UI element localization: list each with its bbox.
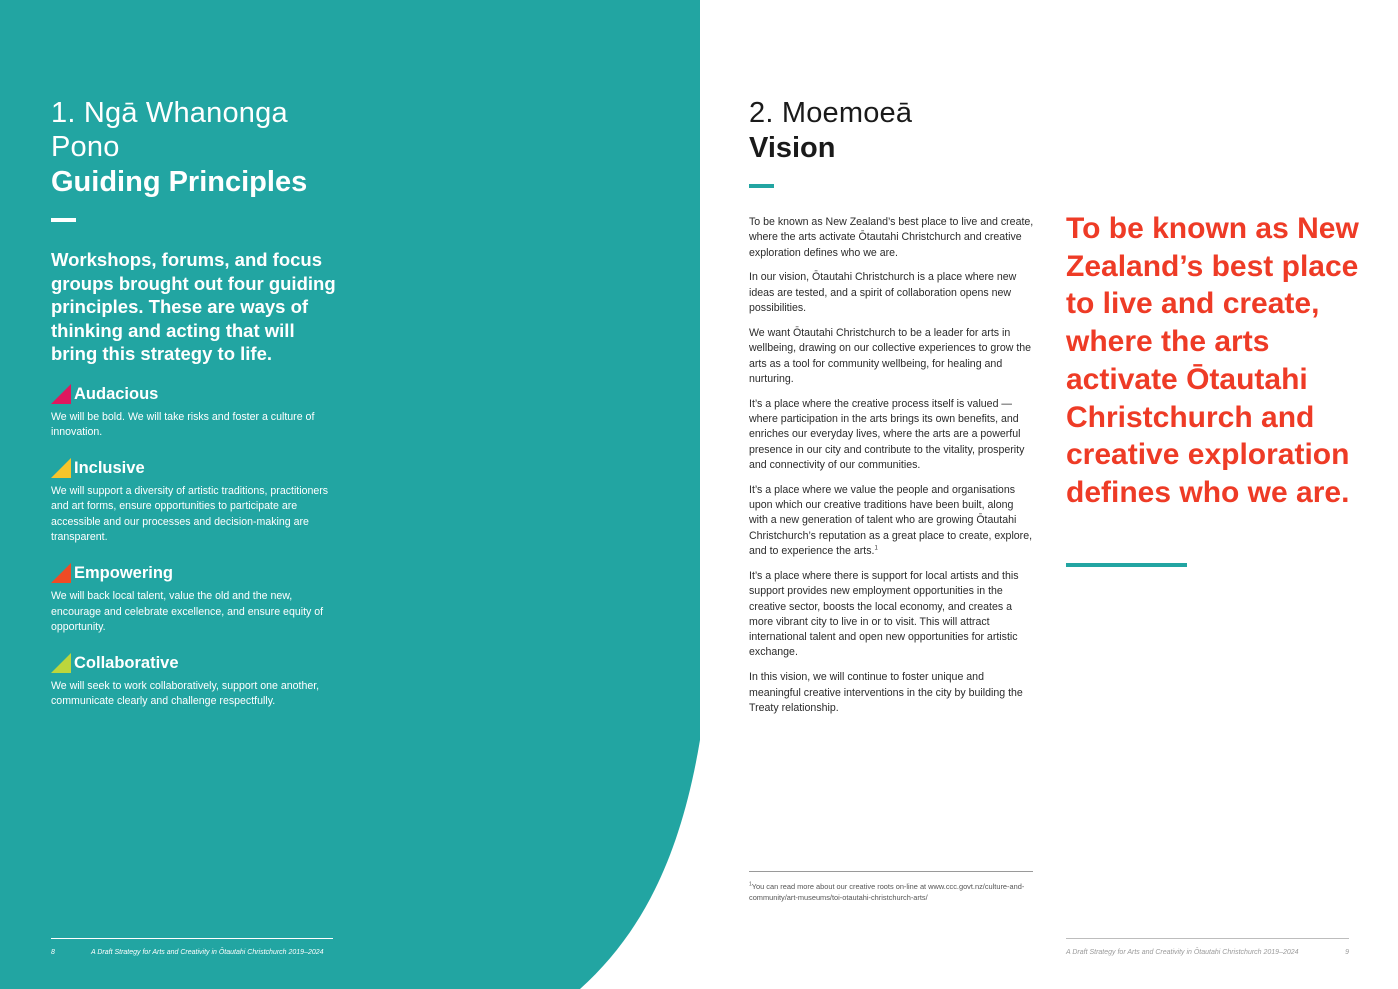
footnote-number: 1	[749, 881, 752, 888]
page-footer-right	[1066, 938, 1349, 956]
principle-title: Audacious	[74, 384, 159, 403]
triangle-icon	[51, 653, 71, 673]
footer-text: A Draft Strategy for Arts and Creativity in Ōtautahi Christchurch 2019–2024	[91, 949, 324, 956]
principles-section	[51, 96, 351, 710]
principle-title: Collaborative	[74, 654, 179, 673]
right-page	[700, 0, 1398, 989]
quote-divider	[1066, 563, 1187, 567]
body-paragraph: In our vision, Ōtautahi Christchurch is a place where new ideas are tested, and a spirit of collaboration opens new possibilities.	[749, 271, 1017, 315]
section-number: 1. Ngā Whanonga Pono	[51, 97, 288, 163]
footnote-text: You can read more about our creative roots on-line at www.ccc.govt.nz/culture-and-community/art-museums/toi-otautahi-christchurch-arts/	[749, 882, 1025, 902]
title-divider	[51, 218, 76, 222]
paragraph-text: It’s a place where we value the people and organisations upon which our creative traditions have been built, along with a new generation of talent who are growing Ōtautahi Christchurch’s reputation as a great place to create, explore, and to experience the arts.	[749, 483, 1033, 558]
page-footer-left	[51, 938, 333, 956]
principle-title: Empowering	[74, 564, 174, 583]
footnote-divider	[749, 871, 1033, 872]
body-paragraph: We want Ōtautahi Christchurch to be a leader for arts in wellbeing, drawing on our collective experiences to grow the arts as a tool for community wellbeing, for healing and nurturing.	[749, 326, 1032, 385]
footer-text: A Draft Strategy for Arts and Creativity in Ōtautahi Christchurch 2019–2024	[1066, 949, 1299, 956]
body-paragraph: To be known as New Zealand’s best place to live and create, where the arts activate Ōtautahi Christchurch and creative exploration defines who we are.	[749, 216, 1034, 259]
principle-item	[51, 561, 351, 635]
principle-text: We will support a diversity of artistic traditions, practitioners and art forms, ensure opportunities to participate are accessible and our processes and decision-making are transparent.	[51, 485, 329, 543]
principle-text: We will seek to work collaboratively, support one another, communicate clearly and challenge respectfully.	[51, 680, 320, 708]
vision-body	[749, 215, 1035, 726]
body-paragraph: It’s a place where the creative process itself is valued — where participation in the arts brings its own benefits, and enriches our everyday lives, where the arts are a powerful presence in our city and contribute to the vitality, prosperity and connectivity of our communities.	[749, 397, 1025, 471]
principle-item	[51, 651, 351, 710]
footnote-marker: 1	[874, 545, 878, 552]
page-number: 9	[1345, 949, 1349, 956]
principle-text: We will back local talent, value the old and the new, encourage and celebrate excellence, and ensure equity of opportunity.	[51, 590, 324, 633]
principle-item	[51, 382, 351, 441]
vision-heading	[749, 96, 912, 188]
body-paragraph	[749, 483, 1035, 559]
principle-item	[51, 456, 351, 545]
triangle-icon	[51, 458, 71, 478]
intro-text: Workshops, forums, and focus groups brought out four guiding principles. These are ways of thinking and acting that will bring this strategy to life.	[51, 249, 336, 364]
body-paragraph: It’s a place where there is support for local artists and this support provides new employment opportunities in the creative sector, boosts the local economy, and creates a more vibrant city to live in or to visit. This will attract international talent and open new opportunities for artistic exchange.	[749, 569, 1019, 659]
principle-title: Inclusive	[74, 459, 145, 478]
pull-quote: To be known as New Zealand’s best place to live and create, where the arts activate Ōtautahi Christchurch and creative exploration defines who we are.	[1066, 212, 1359, 509]
triangle-icon	[51, 384, 71, 404]
body-paragraph: In this vision, we will continue to foster unique and meaningful creative interventions in the city by building the Treaty relationship.	[749, 671, 1023, 714]
principle-text: We will be bold. We will take risks and foster a culture of innovation.	[51, 410, 315, 438]
section-title: Vision	[749, 132, 836, 164]
title-divider	[749, 184, 774, 188]
section-number: 2. Moemoeā	[749, 97, 913, 129]
page-number: 8	[51, 949, 55, 956]
section-title: Guiding Principles	[51, 166, 308, 198]
footnote	[749, 881, 1033, 903]
triangle-icon	[51, 563, 71, 583]
